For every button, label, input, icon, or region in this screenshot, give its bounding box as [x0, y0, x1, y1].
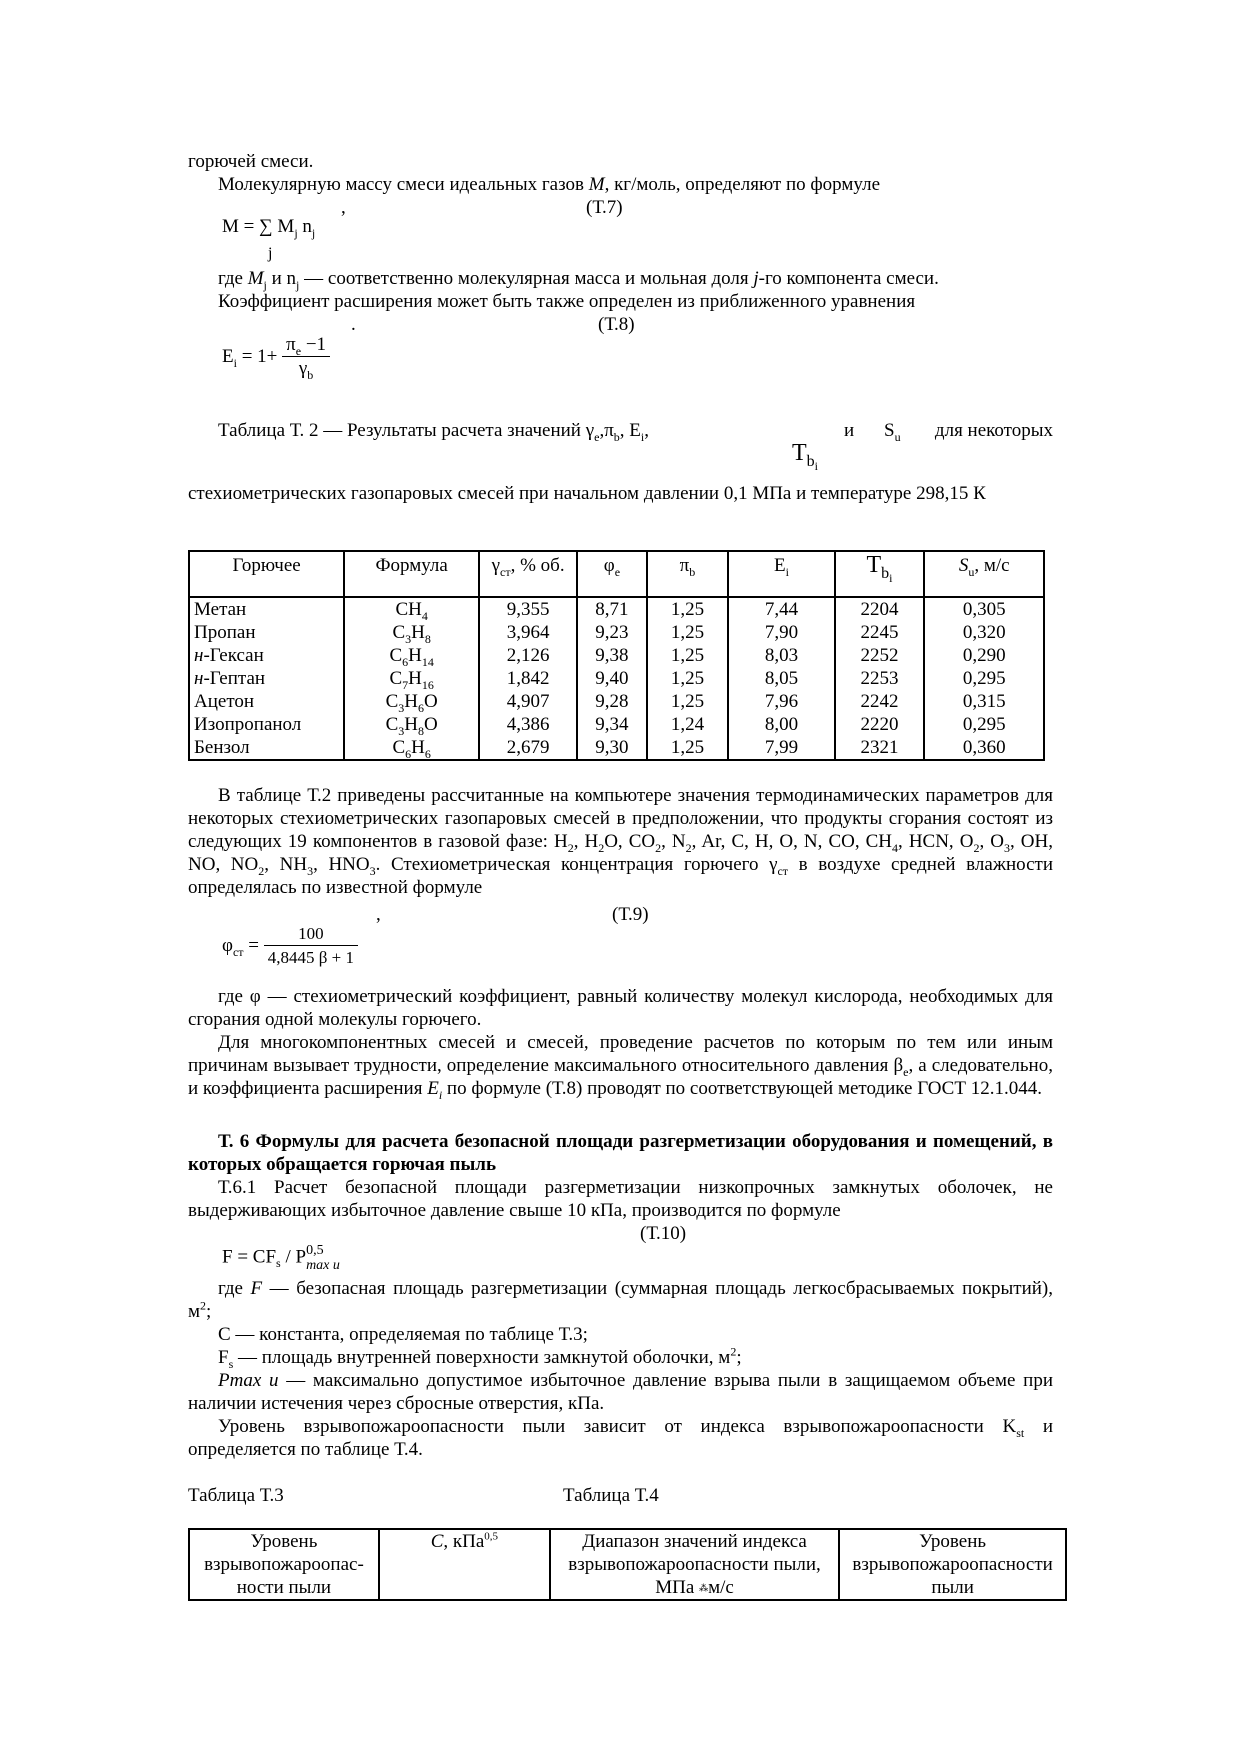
formula-t9: $\varphi_{ст}$ = $\frac{100}{4,8445 \beta + 1}$ [222, 922, 358, 969]
table-cell: 2242 [835, 690, 925, 713]
text-line: где $M_j$ и $n_j$ — соответственно молекулярная масса и мольная доля j-го компонента смеси. [218, 268, 939, 292]
table-cell: 2,126 [479, 644, 577, 667]
col-header: $T_{b_i}$ [835, 551, 925, 597]
formula-t10: $F = CF_s / P$ 0,5 max u [222, 1243, 340, 1273]
paragraph: Уровень взрывопожароопасности пыли зависит от индекса взрывопожароопасности $K_{st}$ и определяется по таблице Т.4. [188, 1416, 1053, 1460]
table-cell: $C_7H_{16}$ [344, 667, 479, 690]
formula-comma: , [341, 197, 346, 218]
table-cell: 9,30 [577, 736, 646, 760]
table-cell: 7,90 [728, 621, 834, 644]
caption-and: и [844, 420, 855, 441]
garbled-glyph-icon: ⁂ [699, 1583, 709, 1594]
table-cell: 3,964 [479, 621, 577, 644]
table-cell: $CH_4$ [344, 597, 479, 621]
table-cell: Пропан [189, 621, 344, 644]
table-cell: 0,305 [924, 597, 1044, 621]
table-cell: $C_6H_{14}$ [344, 644, 479, 667]
table-cell: 9,40 [577, 667, 646, 690]
table-cell: $C_3H_8$ [344, 621, 479, 644]
paragraph: В таблице Т.2 приведены рассчитанные на компьютере значения термодинамических параметров для некоторых стехиометрических газопаровых смесей в предположении, что продукты сгорания состоят из следующих 19 компонентов в газовой фазе: $H_2$, $H_2O$, $CO_2$, $N_2$, Ar, C, H, O, N, CO, $CH_4$, HCN, $O_2$, $O_3$, OH, NO, $NO_2$, $NH_3$, $HNO_3$. Стехиометрическая концентрация горючего $\gamma_{ст}$ в воздухе средней влажности определялась по известной формуле [188, 785, 1053, 898]
table-cell: 0,360 [924, 736, 1044, 760]
tables-t3-t4-header [188, 1528, 1067, 1601]
table-row [189, 644, 1044, 667]
paragraph: Pmax u — максимально допустимое избыточное давление взрыва пыли в защищаемом объеме при наличии истечения через сбросные отверстия, кПа. [188, 1370, 1053, 1414]
formula-number: (Т.8) [598, 314, 635, 335]
table-cell: 8,00 [728, 713, 834, 736]
table-cell: 2321 [835, 736, 925, 760]
table-cell: Метан [189, 597, 344, 621]
col-header: Уровень взрывопожароопасности пыли [839, 1529, 1066, 1600]
table-cell: 9,23 [577, 621, 646, 644]
caption-tbi: $T_{b_i}$ [792, 440, 819, 473]
table-cell: 1,25 [647, 667, 729, 690]
section-heading: Т. 6 Формулы для расчета безопасной площади разгерметизации оборудования и помещений, в которых обращается горючая пыль [188, 1131, 1053, 1175]
col-header: $\pi_b$ [647, 551, 729, 597]
caption-su: $S_u$ [884, 420, 901, 444]
table-cell: 2220 [835, 713, 925, 736]
text-line: горючей смеси. [188, 151, 314, 172]
table-cell: 1,842 [479, 667, 577, 690]
formula-number: (Т.9) [612, 904, 649, 925]
table-row [189, 621, 1044, 644]
table-cell: 9,38 [577, 644, 646, 667]
table-cell: 1,25 [647, 597, 729, 621]
table-cell: 0,290 [924, 644, 1044, 667]
formula-number: (Т.7) [586, 197, 623, 218]
table-cell: 1,24 [647, 713, 729, 736]
paragraph: где F — безопасная площадь разгерметизации (суммарная площадь легкосбрасываемых покрытий), $м^2$; [188, 1278, 1053, 1322]
col-header: $\varphi_e$ [577, 551, 646, 597]
table-cell: 1,25 [647, 690, 729, 713]
col-header: Горючее [189, 551, 344, 597]
table-cell: 8,03 [728, 644, 834, 667]
table-caption: Таблица Т. 2 — Результаты расчета значений $\gamma_e,\pi_b$, $E_i$, [218, 420, 649, 444]
table-cell: 8,71 [577, 597, 646, 621]
table-header-row [189, 551, 1044, 597]
table-row [189, 667, 1044, 690]
table-cell: 2252 [835, 644, 925, 667]
table-cell: 1,25 [647, 621, 729, 644]
table-cell: Изопропанол [189, 713, 344, 736]
table-caption-line2: стехиометрических газопаровых смесей при начальном давлении 0,1 МПа и температуре 298,15 К [188, 483, 986, 504]
table-cell: $C_3H_6O$ [344, 690, 479, 713]
table-cell: 4,907 [479, 690, 577, 713]
formula-t7: M = ∑ $M_j$ $n_j$ [222, 216, 316, 240]
table-row [189, 713, 1044, 736]
paragraph: где φ — стехиометрический коэффициент, равный количеству молекул кислорода, необходимых для сгорания одной молекулы горючего. [188, 986, 1053, 1030]
table-cell: Ацетон [189, 690, 344, 713]
table-cell: 0,295 [924, 667, 1044, 690]
col-header: $E_i$ [728, 551, 834, 597]
table-cell: 9,355 [479, 597, 577, 621]
text-line: Молекулярную массу смеси идеальных газов M, кг/моль, определяют по формуле [218, 174, 880, 195]
table-cell: 4,386 [479, 713, 577, 736]
col-header: C, кПа$^{0,5}$ [379, 1529, 550, 1600]
col-header: Уровень взрывопожароопасности пыли [189, 1529, 379, 1600]
formula-dot: . [351, 314, 356, 335]
table-cell: 0,315 [924, 690, 1044, 713]
caption-end: для некоторых [934, 420, 1053, 441]
table-cell: 2245 [835, 621, 925, 644]
table-cell: н-Гептан [189, 667, 344, 690]
col-header: Диапазон значений индекса взрывопожароопасности пыли, МПа ⁂м/с [550, 1529, 839, 1600]
table-row [189, 597, 1044, 621]
paragraph: C — константа, определяемая по таблице Т.3; [218, 1324, 588, 1345]
table-cell: 0,320 [924, 621, 1044, 644]
formula-t8: $E_i = 1+$ $\frac{\pi_e -1}{\gamma_b}$ [222, 333, 330, 380]
table-cell: 0,295 [924, 713, 1044, 736]
col-header: $S_u$, м/с [924, 551, 1044, 597]
table-label-t4: Таблица Т.4 [563, 1485, 659, 1506]
table-cell: 8,05 [728, 667, 834, 690]
text-line: Коэффициент расширения может быть также определен из приближенного уравнения [218, 291, 916, 312]
col-header: $\gamma_{ст}$, % об. [479, 551, 577, 597]
table-row [189, 690, 1044, 713]
paragraph: Для многокомпонентных смесей и смесей, проведение расчетов по которым по тем или иным причинам вызывает трудности, определение максимального относительного давления $\beta_e$, а следовательно, и коэффициента расширения $E_i$ по формуле (Т.8) проводят по соответствующей методике ГОСТ 12.1.044. [188, 1032, 1053, 1102]
table-cell: 7,99 [728, 736, 834, 760]
table-cell: 1,25 [647, 644, 729, 667]
table-cell: $C_6H_6$ [344, 736, 479, 760]
paragraph: $F_s$ — площадь внутренней поверхности замкнутой оболочки, $м^2$; [218, 1344, 742, 1371]
table-cell: 2,679 [479, 736, 577, 760]
table-cell: 2253 [835, 667, 925, 690]
table-cell: 7,96 [728, 690, 834, 713]
results-table [188, 550, 1045, 761]
table-label-t3: Таблица Т.3 [188, 1485, 284, 1506]
table-cell: 7,44 [728, 597, 834, 621]
table-cell: 2204 [835, 597, 925, 621]
col-header: Формула [344, 551, 479, 597]
table-cell: н-Гексан [189, 644, 344, 667]
table-header-row [189, 1529, 1066, 1600]
table-row [189, 736, 1044, 760]
formula-comma: , [376, 904, 381, 925]
table-cell: 9,34 [577, 713, 646, 736]
formula-index: j [268, 245, 273, 262]
table-cell: 9,28 [577, 690, 646, 713]
table-cell: $C_3H_8O$ [344, 713, 479, 736]
formula-number: (Т.10) [640, 1223, 687, 1244]
table-cell: Бензол [189, 736, 344, 760]
paragraph: Т.6.1 Расчет безопасной площади разгерметизации низкопрочных замкнутых оболочек, не выдерживающих избыточное давление свыше 10 кПа, производится по формуле [188, 1177, 1053, 1221]
table-cell: 1,25 [647, 736, 729, 760]
